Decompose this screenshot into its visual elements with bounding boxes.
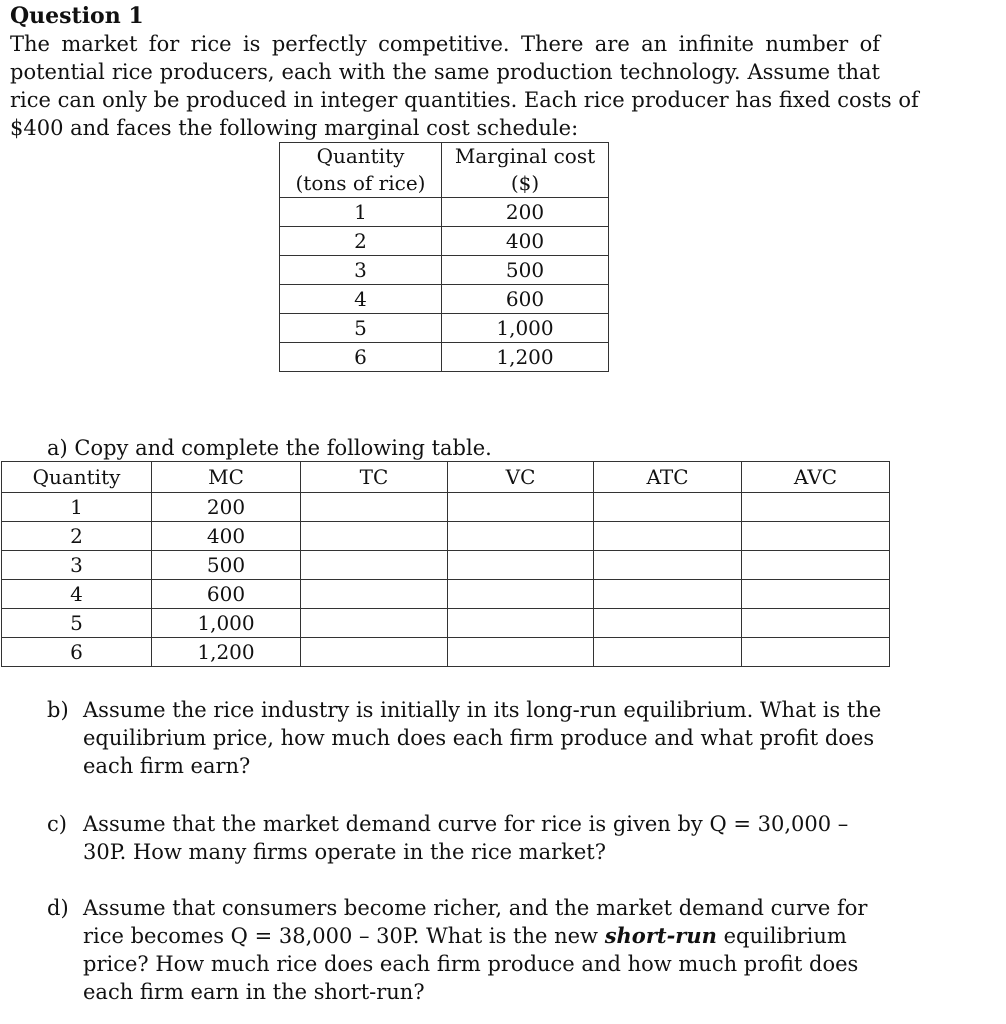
table-row (280, 314, 609, 343)
vc-cell (448, 522, 594, 551)
table-row (280, 343, 609, 372)
question-title: Question 1 (10, 3, 144, 29)
table-row (2, 493, 890, 522)
avc-cell (742, 493, 890, 522)
atc-cell (594, 638, 742, 667)
table-header-row (2, 462, 890, 493)
part-d-question (47, 894, 887, 1006)
part-c-label: c) (47, 812, 67, 836)
marginal-cost-cell: 600 (442, 285, 609, 314)
part-d-text (83, 894, 887, 1006)
vc-cell (448, 493, 594, 522)
quantity-cell: 3 (280, 256, 442, 285)
part-b-label: b) (47, 698, 69, 722)
quantity-cell: 6 (2, 638, 152, 667)
tc-cell (301, 609, 448, 638)
avc-header: AVC (742, 462, 890, 493)
tc-cell (301, 638, 448, 667)
vc-header: VC (448, 462, 594, 493)
quantity-cell: 4 (2, 580, 152, 609)
marginal-cost-header-line1: Marginal cost (454, 144, 596, 168)
question-intro (10, 30, 919, 142)
part-d-text-before: Assume that consumers become richer, and the market demand curve for rice becomes Q = 38,000 – 30P. What is the new (83, 896, 868, 948)
table-row (280, 198, 609, 227)
quantity-cell: 5 (280, 314, 442, 343)
mc-cell: 200 (152, 493, 301, 522)
avc-cell (742, 522, 890, 551)
avc-cell (742, 551, 890, 580)
quantity-header (280, 143, 442, 198)
marginal-cost-cell: 400 (442, 227, 609, 256)
atc-cell (594, 551, 742, 580)
quantity-cell: 5 (2, 609, 152, 638)
atc-cell (594, 580, 742, 609)
marginal-cost-cell: 1,200 (442, 343, 609, 372)
mc-cell: 500 (152, 551, 301, 580)
table-row (2, 522, 890, 551)
part-b-question (47, 696, 887, 780)
part-d-text-after: equilibrium price? How much rice does each firm produce and how much profit does each firm earn in the short-run? (83, 924, 859, 1004)
quantity-cell: 6 (280, 343, 442, 372)
table-row (2, 609, 890, 638)
mc-cell: 1,200 (152, 638, 301, 667)
table-row (2, 638, 890, 667)
mc-header: MC (152, 462, 301, 493)
mc-cell: 1,000 (152, 609, 301, 638)
part-a-prompt: a) Copy and complete the following table. (47, 436, 492, 460)
marginal-cost-header (442, 143, 609, 198)
quantity-cell: 1 (2, 493, 152, 522)
avc-cell (742, 609, 890, 638)
atc-cell (594, 493, 742, 522)
atc-header: ATC (594, 462, 742, 493)
table-row (280, 227, 609, 256)
quantity-cell: 3 (2, 551, 152, 580)
vc-cell (448, 551, 594, 580)
marginal-cost-cell: 200 (442, 198, 609, 227)
quantity-header-line2: (tons of rice) (295, 171, 426, 195)
part-c-question (47, 810, 887, 866)
table-row (2, 551, 890, 580)
intro-line: The market for rice is perfectly competitive. There are an infinite number of (10, 32, 880, 56)
part-b-text: Assume the rice industry is initially in its long-run equilibrium. What is the equilibrium price, how much does each firm produce and what profit does each firm earn? (83, 698, 882, 778)
atc-cell (594, 522, 742, 551)
quantity-cell: 2 (2, 522, 152, 551)
table-row (280, 285, 609, 314)
quantity-cell: 2 (280, 227, 442, 256)
part-d-label: d) (47, 896, 69, 920)
quantity-header-line1: Quantity (316, 144, 405, 168)
vc-cell (448, 609, 594, 638)
part-d-emphasis: short-run (604, 923, 717, 948)
quantity-header: Quantity (2, 462, 152, 493)
atc-cell (594, 609, 742, 638)
quantity-cell: 4 (280, 285, 442, 314)
tc-cell (301, 493, 448, 522)
marginal-cost-cell: 1,000 (442, 314, 609, 343)
tc-header: TC (301, 462, 448, 493)
table-row (280, 256, 609, 285)
marginal-cost-table (279, 142, 609, 372)
tc-cell (301, 551, 448, 580)
cost-completion-table (1, 461, 890, 667)
table-header-row (280, 143, 609, 198)
intro-line: potential rice producers, each with the same production technology. Assume that (10, 60, 880, 84)
marginal-cost-header-line2: ($) (510, 171, 540, 195)
mc-cell: 400 (152, 522, 301, 551)
tc-cell (301, 580, 448, 609)
mc-cell: 600 (152, 580, 301, 609)
avc-cell (742, 580, 890, 609)
quantity-cell: 1 (280, 198, 442, 227)
avc-cell (742, 638, 890, 667)
marginal-cost-cell: 500 (442, 256, 609, 285)
tc-cell (301, 522, 448, 551)
vc-cell (448, 580, 594, 609)
intro-line: rice can only be produced in integer quantities. Each rice producer has fixed costs of (10, 88, 919, 112)
table-row (2, 580, 890, 609)
vc-cell (448, 638, 594, 667)
part-c-text: Assume that the market demand curve for rice is given by Q = 30,000 – 30P. How many firms operate in the rice market? (83, 812, 849, 864)
intro-line: $400 and faces the following marginal cost schedule: (10, 116, 579, 140)
